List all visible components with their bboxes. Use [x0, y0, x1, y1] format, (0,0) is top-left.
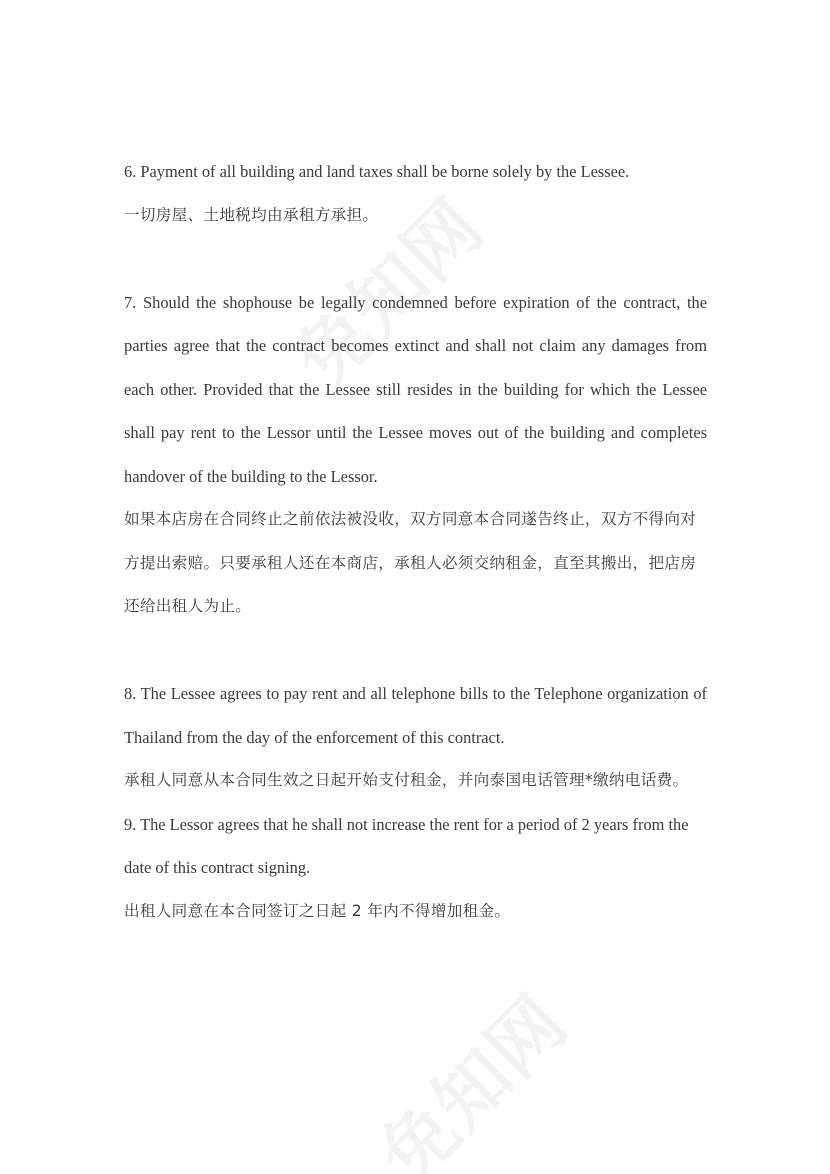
clause-8-chinese: 承租人同意从本合同生效之日起开始支付租金，并向泰国电话管理*缴纳电话费。 — [124, 771, 689, 789]
clause-8-english: 8. The Lessee agrees to pay rent and all telephone bills to the Telephone organization of Thailand from the day of the enforcement of this contract. — [124, 684, 707, 747]
watermark-bottom — [352, 968, 587, 1174]
clause-6-chinese: 一切房屋、土地税均由承租方承担。 — [124, 205, 379, 224]
clause-7-chinese: 如果本店房在合同终止之前依法被没收，双方同意本合同遂告终止，双方不得向对方提出索赔。只要承租人还在本商店，承租人必须交纳租金，直至其搬出，把店房还给出租人为止。 — [124, 510, 697, 615]
clause-7-english: 7. Should the shophouse be legally condemned before expiration of the contract, the parties agree that the contract becomes extinct and shall not claim any damages from each other. Provided that the Lessee still resides in the building for which the Lessee shall pay rent to the Lessor until the Lessee moves out of the building and completes handover of the building to the Lessor. — [124, 292, 707, 486]
paragraph-gap-7-8 — [124, 629, 707, 673]
document-body — [124, 150, 707, 933]
clause-9 — [124, 803, 707, 934]
clause-9-english: 9. The Lessor agrees that he shall not increase the rent for a period of 2 years from the date of this contract signing. — [124, 814, 689, 877]
clause-6 — [124, 150, 707, 237]
clause-8 — [124, 672, 707, 803]
clause-6-english: 6. Payment of all building and land taxes shall be borne solely by the Lessee. — [124, 162, 630, 181]
clause-7 — [124, 281, 707, 629]
paragraph-gap-6-7 — [124, 237, 707, 281]
clause-9-chinese: 出租人同意在本合同签订之日起 2 年内不得增加租金。 — [124, 901, 511, 920]
